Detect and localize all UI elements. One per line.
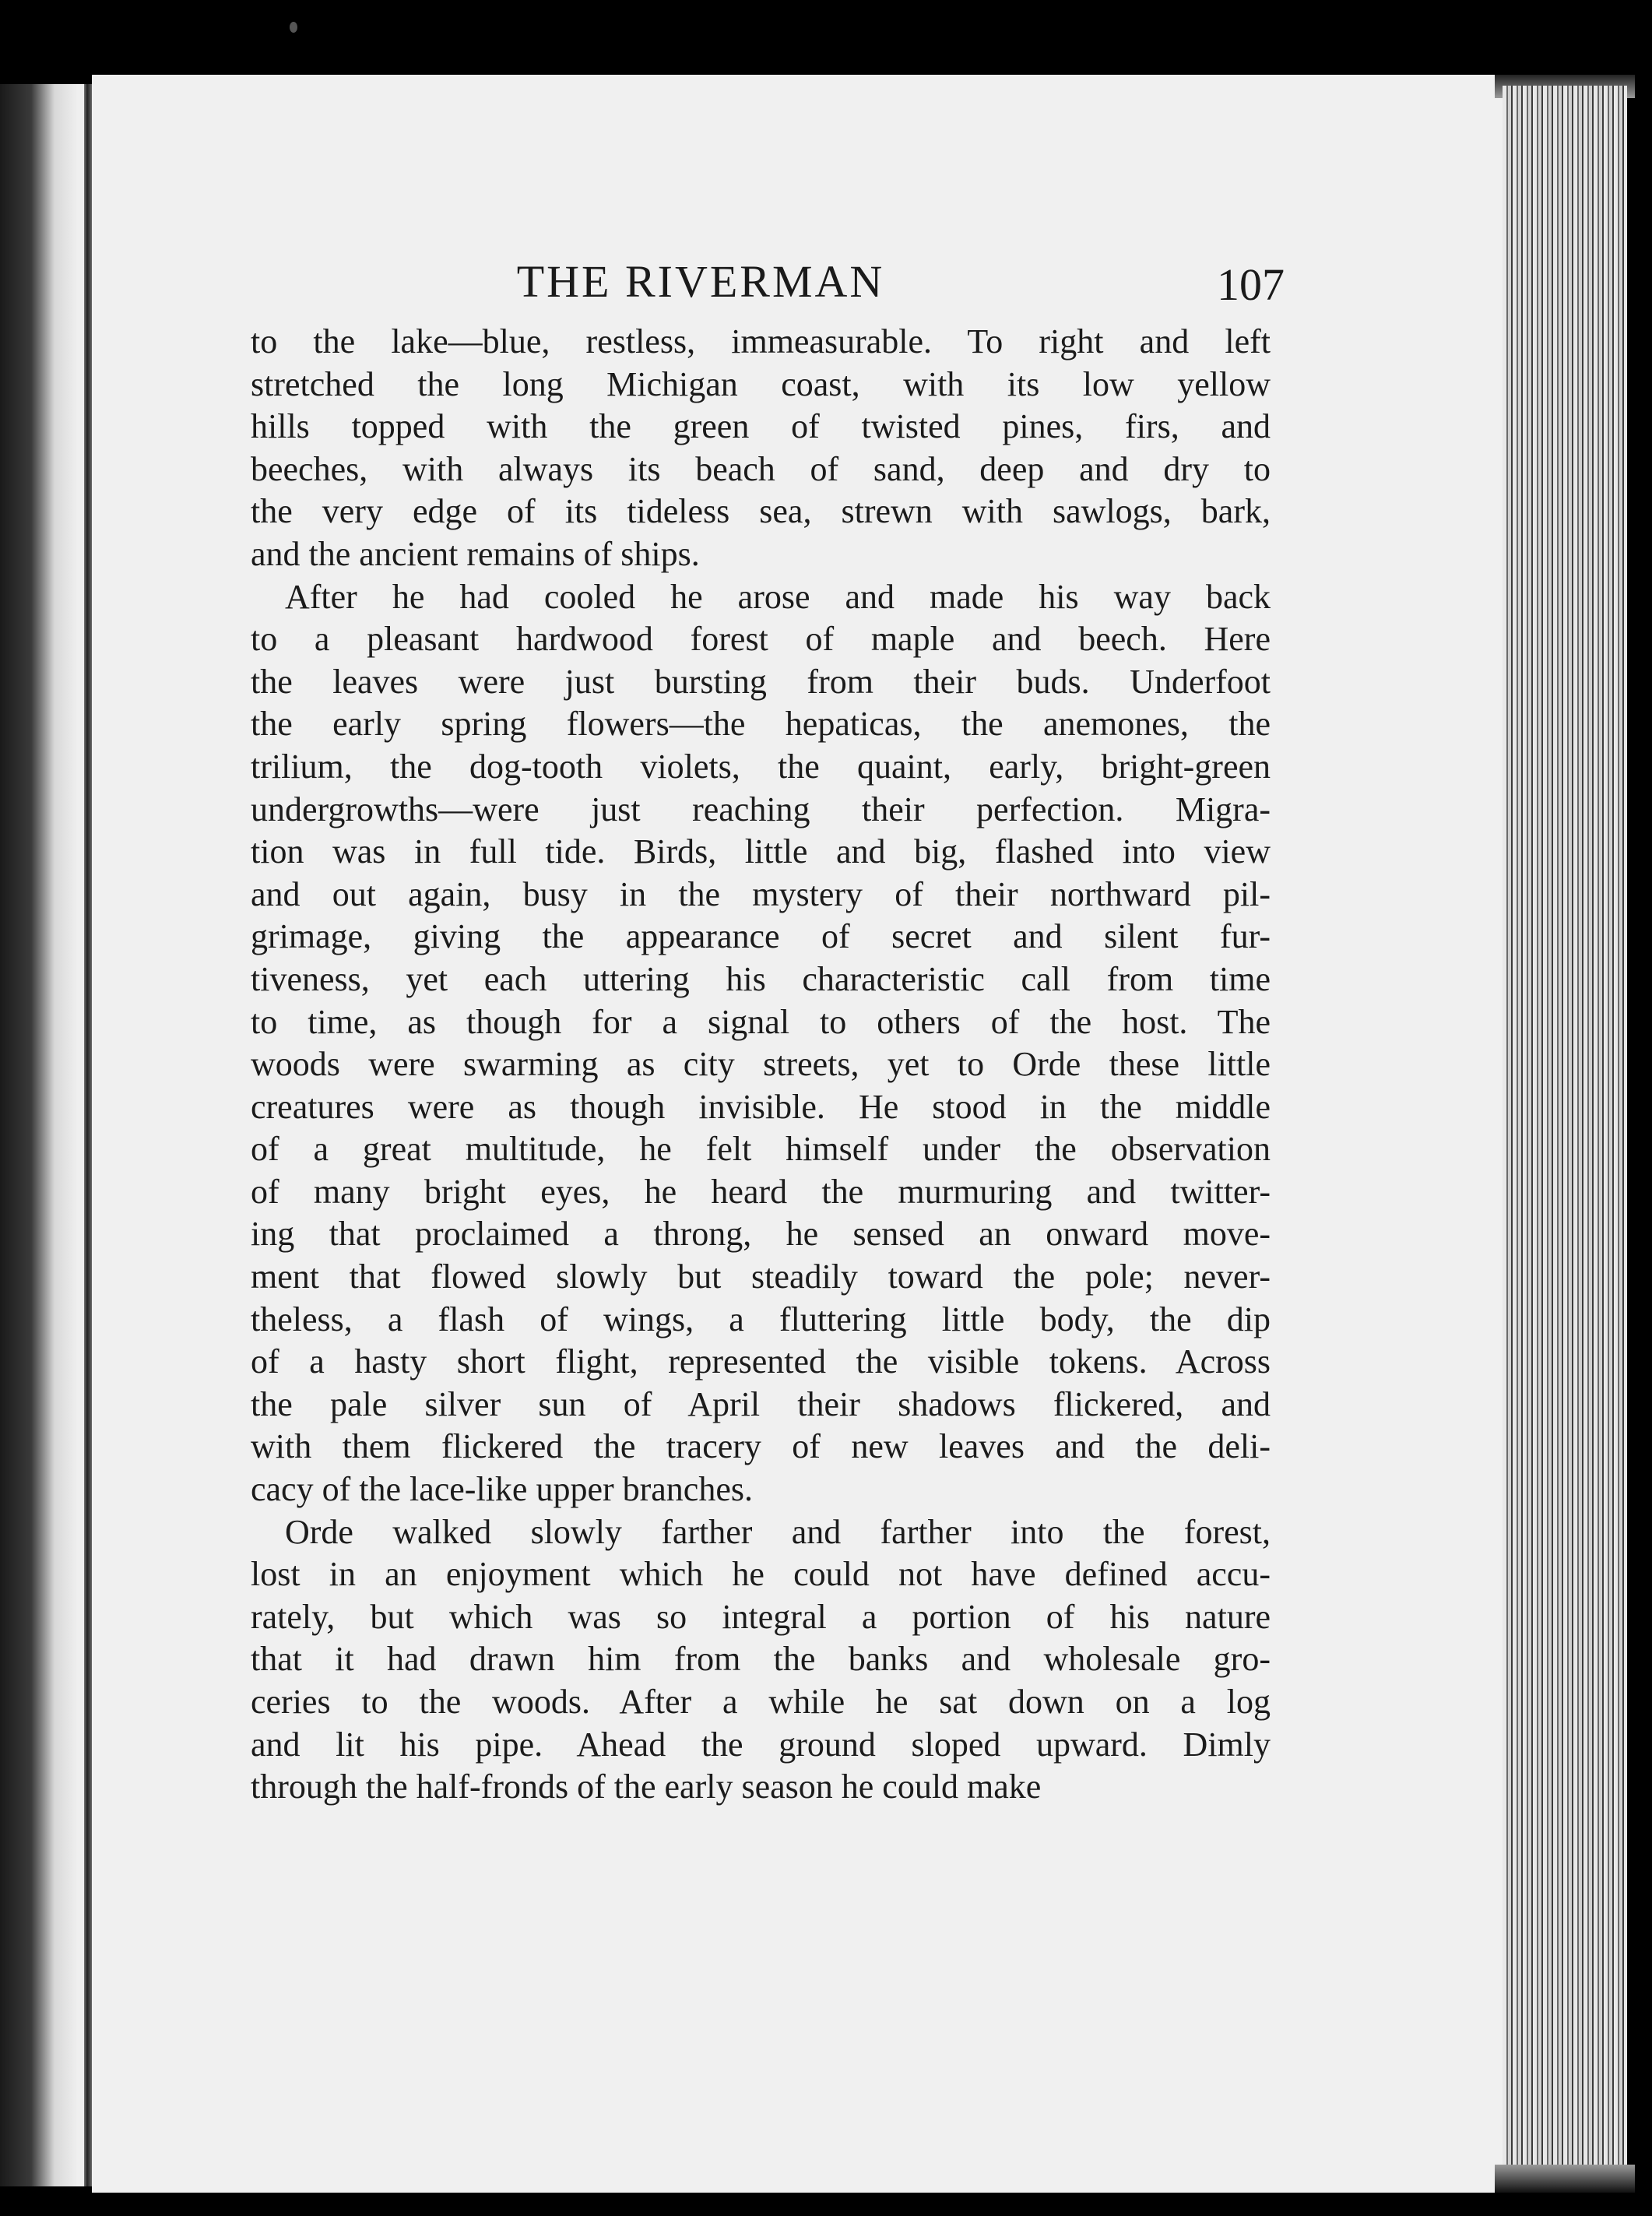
text-line: lost in an enjoyment which he could not have defined accu- [251, 1555, 1271, 1594]
text-line: and lit his pipe. Ahead the ground sloped upward. Dimly [251, 1725, 1271, 1764]
text-line: that it had drawn him from the banks and wholesale gro- [251, 1640, 1271, 1679]
page-header [249, 248, 1285, 325]
text-line: hills topped with the green of twisted pines, firs, and [251, 407, 1271, 446]
body-text [251, 321, 1271, 1809]
paragraph [251, 1511, 1271, 1809]
running-title: THE RIVERMAN [516, 256, 885, 307]
paragraph [251, 321, 1271, 576]
text-line: the leaves were just bursting from their buds. Underfoot [251, 662, 1271, 701]
text-line: ceries to the woods. After a while he sat down on a log [251, 1683, 1271, 1721]
scan-speck [290, 22, 297, 33]
text-line: trilium, the dog-tooth violets, the quaint, early, bright-green [251, 747, 1271, 786]
text-line: to the lake—blue, restless, immeasurable. To right and left [251, 322, 1271, 361]
text-line: ing that proclaimed a throng, he sensed an onward move- [251, 1215, 1271, 1254]
text-line: the pale silver sun of April their shadows flickered, and [251, 1384, 1271, 1423]
text-line: through the half-fronds of the early season he could make [251, 1768, 1042, 1806]
text-line: of a great multitude, he felt himself under the observation [251, 1130, 1271, 1169]
text-line: to a pleasant hardwood forest of maple and beech. Here [251, 620, 1271, 659]
text-line: ment that flowed slowly but steadily toward the pole; never- [251, 1257, 1271, 1296]
text-line: and out again, busy in the mystery of their northward pil- [251, 874, 1271, 913]
text-line: rately, but which was so integral a portion of his nature [251, 1597, 1271, 1636]
text-line: undergrowths—were just reaching their perfection. Migra- [251, 790, 1271, 828]
text-line: After he had cooled he arose and made his way back [285, 577, 1271, 616]
text-line: woods were swarming as city streets, yet to Orde these little [251, 1045, 1271, 1084]
text-line: beeches, with always its beach of sand, deep and dry to [251, 449, 1271, 488]
text-line: the early spring flowers—the hepaticas, the anemones, the [251, 705, 1271, 744]
text-line: with them flickered the tracery of new leaves and the deli- [251, 1427, 1271, 1466]
page-stack-bottom-shadow [1495, 2165, 1635, 2193]
text-line: tion was in full tide. Birds, little and big, flashed into view [251, 832, 1271, 871]
text-line: Orde walked slowly farther and farther into the forest, [285, 1512, 1271, 1551]
paragraph [251, 576, 1271, 1511]
text-line: of many bright eyes, he heard the murmuring and twitter- [251, 1172, 1271, 1211]
text-line: tiveness, yet each uttering his characteristic call from time [251, 959, 1271, 998]
text-line: creatures were as though invisible. He stood in the middle [251, 1087, 1271, 1126]
text-line: cacy of the lace-like upper branches. [251, 1470, 753, 1509]
text-line: the very edge of its tideless sea, strewn with sawlogs, bark, [251, 492, 1271, 531]
text-line: grimage, giving the appearance of secret and silent fur- [251, 917, 1271, 956]
book-gutter [84, 84, 92, 2186]
text-line: stretched the long Michigan coast, with its low yellow [251, 364, 1271, 403]
text-line: to time, as though for a signal to others of the host. The [251, 1002, 1271, 1041]
text-line: and the ancient remains of ships. [251, 534, 700, 573]
text-line: theless, a flash of wings, a fluttering little body, the dip [251, 1300, 1271, 1338]
text-line: of a hasty short flight, represented the visible tokens. Across [251, 1342, 1271, 1381]
page-number: 107 [1217, 259, 1285, 310]
page-stack-edges [1503, 86, 1627, 2188]
